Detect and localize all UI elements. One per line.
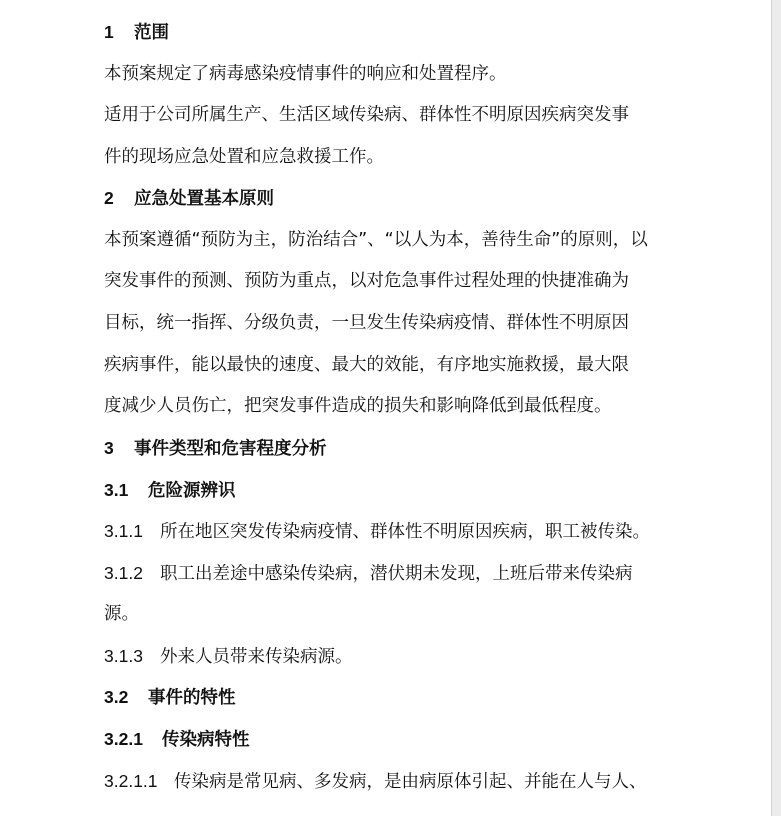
numbered-item-3-1-3 — [104, 644, 353, 669]
paragraph-line: 源。 — [104, 604, 139, 624]
section-number: 3.2.1 — [104, 729, 143, 749]
section-heading-3 — [104, 436, 327, 461]
section-number: 3.1 — [104, 480, 129, 500]
section-title: 范围 — [134, 23, 169, 43]
section-heading-2 — [104, 186, 274, 211]
paragraph-line: 目标，统一指挥、分级负责，一旦发生传染病疫情、群体性不明原因 — [104, 313, 629, 333]
section-title: 传染病特性 — [162, 730, 250, 750]
numbered-item-3-1-1 — [104, 519, 650, 544]
section-title: 事件的特性 — [148, 688, 236, 708]
item-text: 职工出差途中感染传染病，潜伏期未发现，上班后带来传染病 — [160, 564, 633, 584]
section-number: 3.2 — [104, 687, 129, 707]
numbered-item-3-2-1-1 — [104, 769, 647, 794]
item-number: 3.1.1 — [104, 521, 143, 541]
section-title: 应急处置基本原则 — [134, 189, 274, 209]
paragraph-line: 件的现场应急处置和应急救援工作。 — [104, 147, 384, 167]
section-number: 2 — [104, 188, 114, 208]
paragraph-line: 本预案规定了病毒感染疫情事件的响应和处置程序。 — [104, 64, 507, 84]
section-heading-1 — [104, 20, 169, 45]
paragraph-line: 疾病事件，能以最快的速度、最大的效能，有序地实施救援，最大限 — [104, 355, 629, 375]
item-number: 3.2.1.1 — [104, 771, 158, 791]
section-title: 事件类型和危害程度分析 — [134, 439, 327, 459]
paragraph-line: 本预案遵循“预防为主，防治结合”、“以人为本，善待生命”的原则，以 — [104, 230, 648, 250]
item-text: 所在地区突发传染病疫情、群体性不明原因疾病，职工被传染。 — [160, 522, 650, 542]
item-number: 3.1.2 — [104, 563, 143, 583]
section-number: 3 — [104, 438, 114, 458]
subsection-heading-3-2-1 — [104, 727, 250, 752]
item-text: 传染病是常见病、多发病，是由病原体引起、并能在人与人、 — [174, 772, 647, 792]
item-number: 3.1.3 — [104, 646, 143, 666]
section-number: 1 — [104, 22, 114, 42]
item-text: 外来人员带来传染病源。 — [160, 647, 353, 667]
subsection-heading-3-1 — [104, 478, 236, 503]
page-edge-divider — [771, 0, 781, 816]
numbered-item-3-1-2 — [104, 561, 633, 586]
section-title: 危险源辨识 — [148, 481, 236, 501]
paragraph-line: 突发事件的预测、预防为重点，以对危急事件过程处理的快捷准确为 — [104, 271, 629, 291]
paragraph-line: 适用于公司所属生产、生活区域传染病、群体性不明原因疾病突发事 — [104, 105, 629, 125]
paragraph-line: 度减少人员伤亡，把突发事件造成的损失和影响降低到最低程度。 — [104, 396, 612, 416]
subsection-heading-3-2 — [104, 685, 236, 710]
